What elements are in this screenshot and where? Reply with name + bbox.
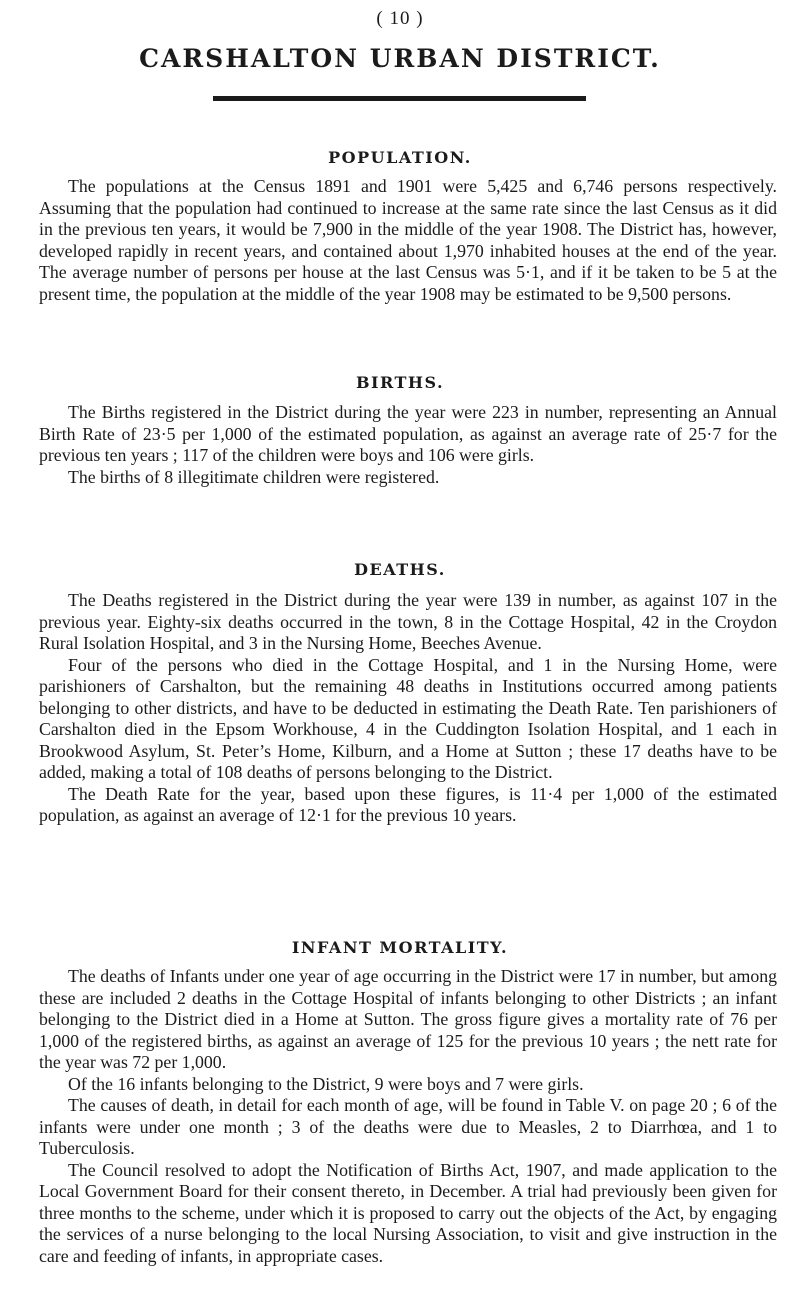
births-heading: BIRTHS.: [355, 373, 445, 392]
population-section: [39, 176, 777, 305]
deaths-paragraph: The Deaths registered in the District during the year were 139 in number, as against 107 in the previous year. Eighty-six deaths occurred in the town, 8 in the Cottage Hospital, 42 in the Croydon Rural Isolation Hospital, and 3 in the Nursing Home, Beeches Avenue.: [39, 590, 777, 653]
deaths-paragraph: Four of the persons who died in the Cottage Hospital, and 1 in the Nursing Home, were parishioners of Carshalton, but the remaining 48 deaths in Institutions occurred among patients belonging to other districts, and have to be deducted in estimating the Death Rate. Ten parishioners of Carshalton died in the Epsom Workhouse, 4 in the Cuddington Isolation Hospital, and 1 each in Brookwood Asylum, St. Peter’s Home, Kilburn, and a Home at Sutton ; these 17 deaths have to be added, making a total of 108 deaths of persons belonging to the District.: [39, 654, 777, 782]
infant-mortality-paragraph: The Council resolved to adopt the Notification of Births Act, 1907, and made application to the Local Government Board for their consent thereto, in December. A trial had previously been given for three months to the scheme, under which it is proposed to carry out the objects of the Act, by engaging the services of a nurse belonging to the local Nursing Association, to visit and give instruction in the care and feeding of infants, in appropriate cases.: [39, 1159, 777, 1266]
infant-mortality-section: [39, 966, 777, 1267]
infant-mortality-heading: INFANT MORTALITY.: [291, 938, 509, 957]
district-title: CARSHALTON URBAN DISTRICT.: [139, 44, 661, 73]
population-heading: POPULATION.: [328, 148, 472, 167]
births-paragraph: The births of 8 illegitimate children were registered.: [68, 466, 440, 487]
births-paragraph: The Births registered in the District during the year were 223 in number, representing an Annual Birth Rate of 23·5 per 1,000 of the estimated population, as against an average rate of 25·7 for the previous ten years ; 117 of the children were boys and 106 were girls.: [39, 402, 777, 465]
deaths-section: [39, 590, 777, 827]
infant-mortality-paragraph: The causes of death, in detail for each month of age, will be found in Table V. on page 20 ; 6 of the infants were under one month ; 3 of the deaths were due to Measles, 2 to Diarrhœa, and 1 to Tuberculosis.: [39, 1095, 777, 1158]
births-section: [39, 402, 777, 488]
page-number: ( 10 ): [376, 8, 424, 29]
infant-mortality-paragraph: Of the 16 infants belonging to the District, 9 were boys and 7 were girls.: [68, 1073, 584, 1094]
population-paragraph: The populations at the Census 1891 and 1901 were 5,425 and 6,746 persons respectively. Assuming that the population had continued to increase at the same rate since the last Census as it did in the previous ten years, it would be 7,900 in the middle of the year 1908. The District has, however, developed rapidly in recent years, and contained about 1,970 inhabited houses at the end of the year. The average number of persons per house at the last Census was 5·1, and if it be taken to be 5 at the present time, the population at the middle of the year 1908 may be estimated to be 9,500 persons.: [39, 176, 777, 304]
deaths-paragraph: The Death Rate for the year, based upon these figures, is 11·4 per 1,000 of the estimated population, as against an average of 12·1 for the previous 10 years.: [39, 783, 777, 825]
deaths-heading: DEATHS.: [354, 560, 446, 579]
infant-mortality-paragraph: The deaths of Infants under one year of age occurring in the District were 17 in number, but among these are included 2 deaths in the Cottage Hospital of infants belonging to other Districts ; an infant belonging to the District died in a Home at Sutton. The gross figure gives a mortality rate of 76 per 1,000 of the registered births, as against an average of 125 for the previous 10 years ; the nett rate for the year was 72 per 1,000.: [39, 966, 777, 1072]
title-rule: [213, 96, 586, 101]
